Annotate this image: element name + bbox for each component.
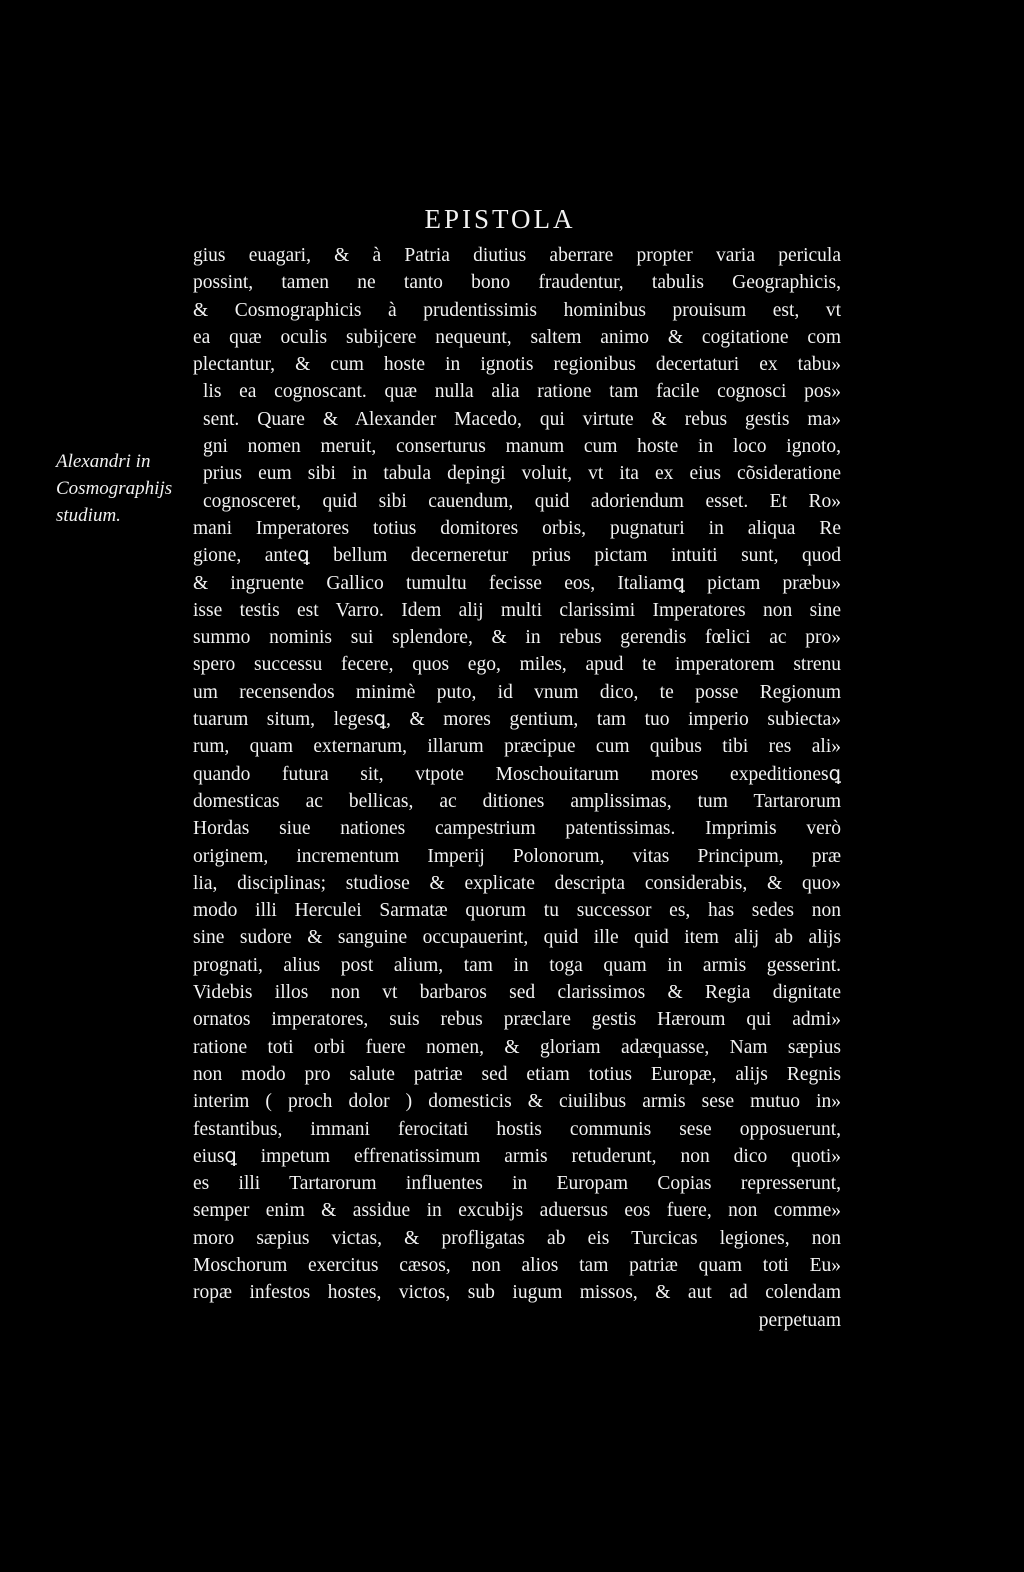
text-line: gius euagari, & à Patria diutius aberrare propter varia pericula	[193, 245, 841, 266]
text-line: prius eum sibi in tabula depingi voluit, vt ita ex eius cõsideratione	[203, 463, 841, 485]
text-line: interim ( proch dolor ) domesticis & ciuilibus armis sese mutuo in»	[193, 1091, 841, 1113]
text-line: Videbis illos non vt barbaros sed clarissimos & Regia dignitate	[193, 982, 841, 1004]
text-line: ratione toti orbi fuere nomen, & gloriam adæquasse, Nam sæpius	[193, 1036, 841, 1058]
text-line: ornatos imperatores, suis rebus præclare gestis Hæroum qui admi»	[193, 1009, 841, 1031]
text-line: ea quæ oculis subijcere nequeunt, saltem animo & cogitatione com	[193, 326, 841, 348]
text-line: prognati, alius post alium, tam in toga quam in armis gesserint.	[193, 954, 841, 976]
text-line: & Cosmographicis à prudentissimis hominibus prouisum est, vt	[193, 299, 841, 321]
catchword: perpetuam	[758, 1309, 841, 1331]
text-line: Hordas siue nationes campestrium patentissimas. Imprimis verò	[193, 818, 841, 840]
body-text	[193, 242, 841, 1334]
text-line: mani Imperatores totius domitores orbis, pugnaturi in aliqua Re	[193, 517, 841, 539]
text-line: gione, anteꝗ bellum decerneretur prius pictam intuiti sunt, quod	[193, 545, 841, 567]
text-line: summo nominis sui splendore, & in rebus gerendis fœlici ac pro»	[193, 627, 841, 649]
text-line: ropæ infestos hostes, victos, sub iugum missos, & aut ad colendam	[193, 1282, 841, 1304]
page-heading: EPISTOLA	[424, 204, 576, 234]
text-line: festantibus, immani ferocitati hostis communis sese opposuerunt,	[193, 1118, 841, 1140]
text-line: lia, disciplinas; studiose & explicate descripta considerabis, & quo»	[193, 872, 841, 894]
marginal-note-line: Alexandri in	[56, 451, 151, 472]
text-line: plectantur, & cum hoste in ignotis regionibus decertaturi ex tabu»	[193, 354, 841, 376]
marginal-note-line: Cosmographijs	[56, 478, 173, 499]
text-line: possint, tamen ne tanto bono fraudentur, tabulis Geographicis,	[193, 272, 841, 294]
text-line: tuarum situm, legesꝗ, & mores gentium, tam tuo imperio subiecta»	[193, 709, 841, 731]
text-line: es illi Tartarorum influentes in Europam Copias represserunt,	[193, 1173, 841, 1195]
text-line: cognosceret, quid sibi cauendum, quid adoriendum esset. Et Ro»	[203, 490, 841, 512]
marginal-note	[56, 448, 188, 529]
text-line: um recensendos minimè puto, id vnum dico, te posse Regionum	[193, 681, 841, 703]
text-line: semper enim & assidue in excubijs aduersus eos fuere, non comme»	[193, 1200, 841, 1222]
text-line: originem, incrementum Imperij Polonorum, vitas Principum, præ	[193, 845, 841, 867]
text-line: sine sudore & sanguine occupauerint, quid ille quid item alij ab alijs	[193, 927, 841, 949]
text-line: quando futura sit, vtpote Moschouitarum mores expeditionesꝗ	[193, 763, 841, 785]
text-line: rum, quam externarum, illarum præcipue cum quibus tibi res ali»	[193, 736, 841, 758]
text-line: & ingruente Gallico tumultu fecisse eos, Italiamꝗ pictam præbu»	[193, 572, 841, 594]
text-line: domesticas ac bellicas, ac ditiones amplissimas, tum Tartarorum	[193, 790, 841, 812]
text-line: Moschorum exercitus cæsos, non alios tam patriæ quam toti Eu»	[193, 1254, 841, 1276]
text-line: non modo pro salute patriæ sed etiam totius Europæ, alijs Regnis	[193, 1063, 841, 1085]
text-line: moro sæpius victas, & profligatas ab eis Turcicas legiones, non	[193, 1227, 841, 1249]
text-line: lis ea cognoscant. quæ nulla alia ratione tam facile cognosci pos»	[203, 381, 841, 403]
text-line: modo illi Herculei Sarmatæ quorum tu successor es, has sedes non	[193, 900, 841, 922]
text-line: eiusꝗ impetum effrenatissimum armis retuderunt, non dico quoti»	[193, 1145, 841, 1167]
marginal-note-line: studium.	[56, 505, 121, 526]
text-line: sent. Quare & Alexander Macedo, qui virtute & rebus gestis ma»	[203, 408, 841, 430]
text-line: isse testis est Varro. Idem alij multi clarissimi Imperatores non sine	[193, 599, 841, 621]
text-line: spero successu fecere, quos ego, miles, apud te imperatorem strenu	[193, 654, 841, 676]
text-line: gni nomen meruit, conserturus manum cum hoste in loco ignoto,	[203, 436, 841, 458]
